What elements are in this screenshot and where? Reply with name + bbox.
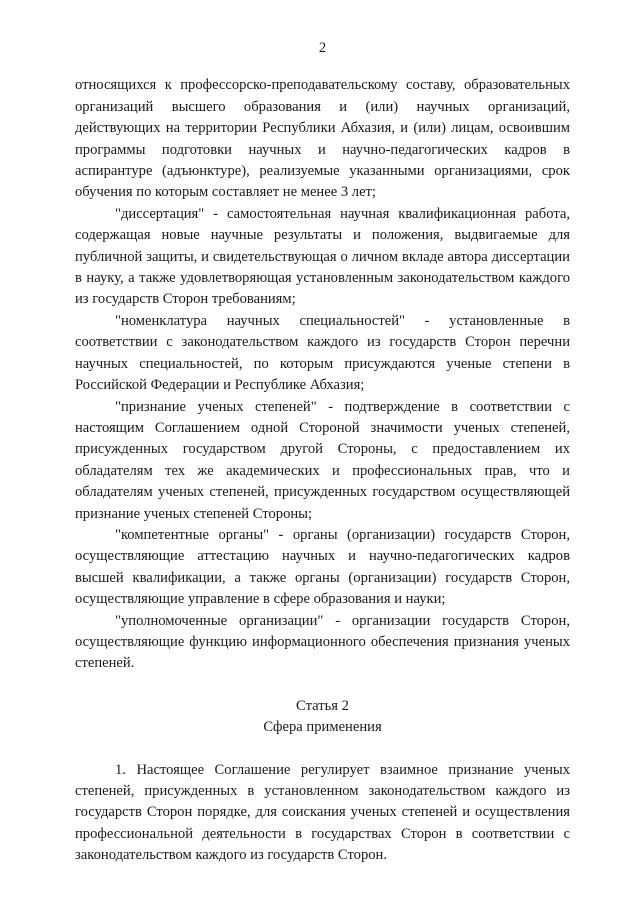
paragraph-definition-authorized-orgs: "уполномоченные организации" - организации государств Сторон, осуществляющие функцию информационного обеспечения признания ученых степеней. xyxy=(75,612,570,672)
article-title: Сфера применения xyxy=(263,719,382,736)
paragraph-definition-competent-bodies: "компетентные органы" - органы (организации) государств Сторон, осуществляющие аттестацию научных и научно-педагогических кадров высшей квалификации, а также органы (организации) государств Сторон, осуществляющие управление в сфере образования и науки; xyxy=(75,526,570,608)
paragraph-definition-nomenclature: "номенклатура научных специальностей" - установленные в соответствии с законодательством каждого из государств Сторон перечни научных специальностей, по которым присуждаются ученые степени в Российской Федерации и Республике Абхазия; xyxy=(75,312,570,394)
paragraph-definition-dissertation: "диссертация" - самостоятельная научная квалификационная работа, содержащая новые научные результаты и положения, выдвигаемые для публичной защиты, и свидетельствующая о личном вкладе автора диссертации в науку, а также удовлетворяющая установленным законодательством каждого из государств Сторон требованиям; xyxy=(75,205,570,308)
paragraph-article-2-item-1: 1. Настоящее Соглашение регулирует взаимное признание ученых степеней, присужденных в установленном законодательством каждого из государств Сторон порядке, для соискания ученых степеней и осуществления профессиональной деятельности в государствах Сторон в соответствии с законодательством каждого из государств Сторон. xyxy=(75,761,570,864)
page-number: 2 xyxy=(318,40,327,56)
paragraph-definition-recognition: "признание ученых степеней" - подтверждение в соответствии с настоящим Соглашением одной Стороной значимости ученых степеней, присужденных государством другой Стороны, с предоставлением их обладателям тех же академических и профессиональных прав, что и обладателям ученых степеней, присужденных государством осуществляющей признание ученых степеней Стороны; xyxy=(75,398,570,522)
article-number: Статья 2 xyxy=(296,697,349,714)
paragraph-continuation: относящихся к профессорско-преподавательскому составу, образовательных организаций высшего образования и (или) научных организаций, действующих на территории Республики Абхазия, и (или) лицам, освоившим программы подготовки научных и научно-педагогических кадров в аспирантуре (адъюнктуре), реализуемые указанными организациями, срок обучения по которым составляет не менее 3 лет; xyxy=(75,77,570,201)
